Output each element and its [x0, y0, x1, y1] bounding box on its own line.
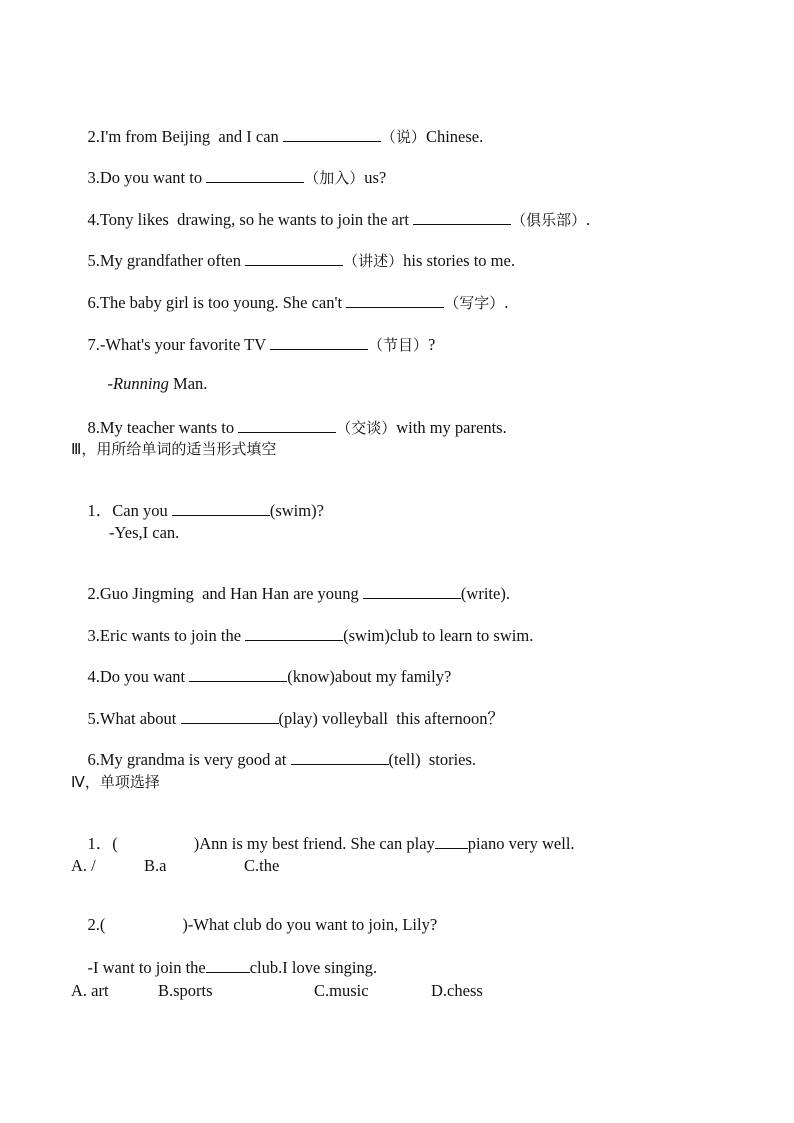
q-text: his stories to me.: [403, 250, 515, 270]
q-text: )-What club do you want to join, Lily?: [182, 914, 438, 934]
answer-italic: Running: [113, 373, 169, 393]
answer-blank[interactable]: [172, 501, 270, 516]
answer-blank[interactable]: [238, 418, 336, 433]
option-4-2-d: D.chess: [431, 981, 483, 1000]
q-text: ?: [427, 334, 436, 354]
answer-blank[interactable]: [435, 834, 468, 849]
q-text: 4.Do you want: [87, 666, 190, 686]
answer-blank[interactable]: [189, 667, 287, 682]
q-text: 6.My grandma is very good at: [87, 749, 291, 769]
answer-blank[interactable]: [413, 210, 511, 225]
q-text: (write).: [460, 583, 510, 603]
q-text: Chinese.: [425, 126, 484, 146]
answer-blank[interactable]: [245, 251, 343, 266]
answer-blank[interactable]: [245, 626, 343, 641]
hint: （讲述）: [343, 251, 404, 270]
answer-blank[interactable]: [206, 168, 304, 183]
option-4-2-a: A. art: [71, 981, 109, 1000]
q-text: )Ann is my best friend. She can play: [193, 833, 435, 853]
answer-blank[interactable]: [206, 958, 250, 973]
hint: （加入）: [304, 168, 365, 187]
q-text: 7.-What's your favorite TV: [87, 334, 270, 354]
q-text: 2.(: [87, 914, 106, 934]
answer-blank[interactable]: [346, 293, 444, 308]
q-text: piano very well.: [467, 833, 575, 853]
q-text: 5.What about: [87, 708, 181, 728]
q-text: with my parents.: [396, 417, 507, 437]
q-text: 1．(: [87, 833, 118, 853]
q-text: 4.Tony likes drawing, so he wants to join the art: [87, 209, 414, 229]
q-text: club.I love singing.: [249, 957, 378, 977]
answer-blank[interactable]: [283, 127, 381, 142]
section-4-heading: Ⅳ，单项选择: [71, 773, 160, 791]
answer-blank[interactable]: [181, 709, 279, 724]
q-text: 5.My grandfather often: [87, 250, 246, 270]
option-4-1-b: B.a: [144, 856, 167, 875]
hint: （交谈）: [336, 418, 397, 437]
q-text: (tell) stories.: [388, 749, 477, 769]
q-text: (know)about my family?: [287, 666, 452, 686]
q-text: 3.Eric wants to join the: [87, 625, 246, 645]
answer-text: Man.: [168, 373, 208, 393]
hint: （说）: [380, 127, 426, 146]
q-text: 1．Can you: [87, 500, 172, 520]
q-text: -I want to join the: [87, 957, 206, 977]
q-text: (swim)club to learn to swim.: [343, 625, 534, 645]
option-4-2-c: C.music: [314, 981, 369, 1000]
q-text: .: [586, 209, 591, 229]
answer-prefix: -: [107, 373, 113, 393]
option-4-1-c: C.the: [244, 856, 280, 875]
hint: （俱乐部）: [511, 210, 587, 229]
q-text: 6.The baby girl is too young. She can't: [87, 292, 347, 312]
q-text: 2.Guo Jingming and Han Han are young: [87, 583, 363, 603]
section-3-heading: Ⅲ，用所给单词的适当形式填空: [71, 440, 277, 458]
q-text: 8.My teacher wants to: [87, 417, 239, 437]
option-4-1-a: A. /: [71, 856, 96, 875]
answer-blank[interactable]: [291, 750, 389, 765]
hint: （节目）: [367, 335, 428, 354]
answer-blank[interactable]: [270, 335, 368, 350]
hint: （写字）: [444, 293, 505, 312]
q-text: (play) volleyball this afternoon？: [278, 708, 504, 728]
q-text: 2.I'm from Beijing and I can: [87, 126, 283, 146]
q-text: us?: [364, 167, 387, 187]
option-4-2-b: B.sports: [158, 981, 213, 1000]
answer-3-1: -Yes,I can.: [109, 523, 180, 542]
q-text: (swim)?: [269, 500, 324, 520]
answer-blank[interactable]: [363, 584, 461, 599]
q-text: 3.Do you want to: [87, 167, 207, 187]
q-text: .: [504, 292, 509, 312]
